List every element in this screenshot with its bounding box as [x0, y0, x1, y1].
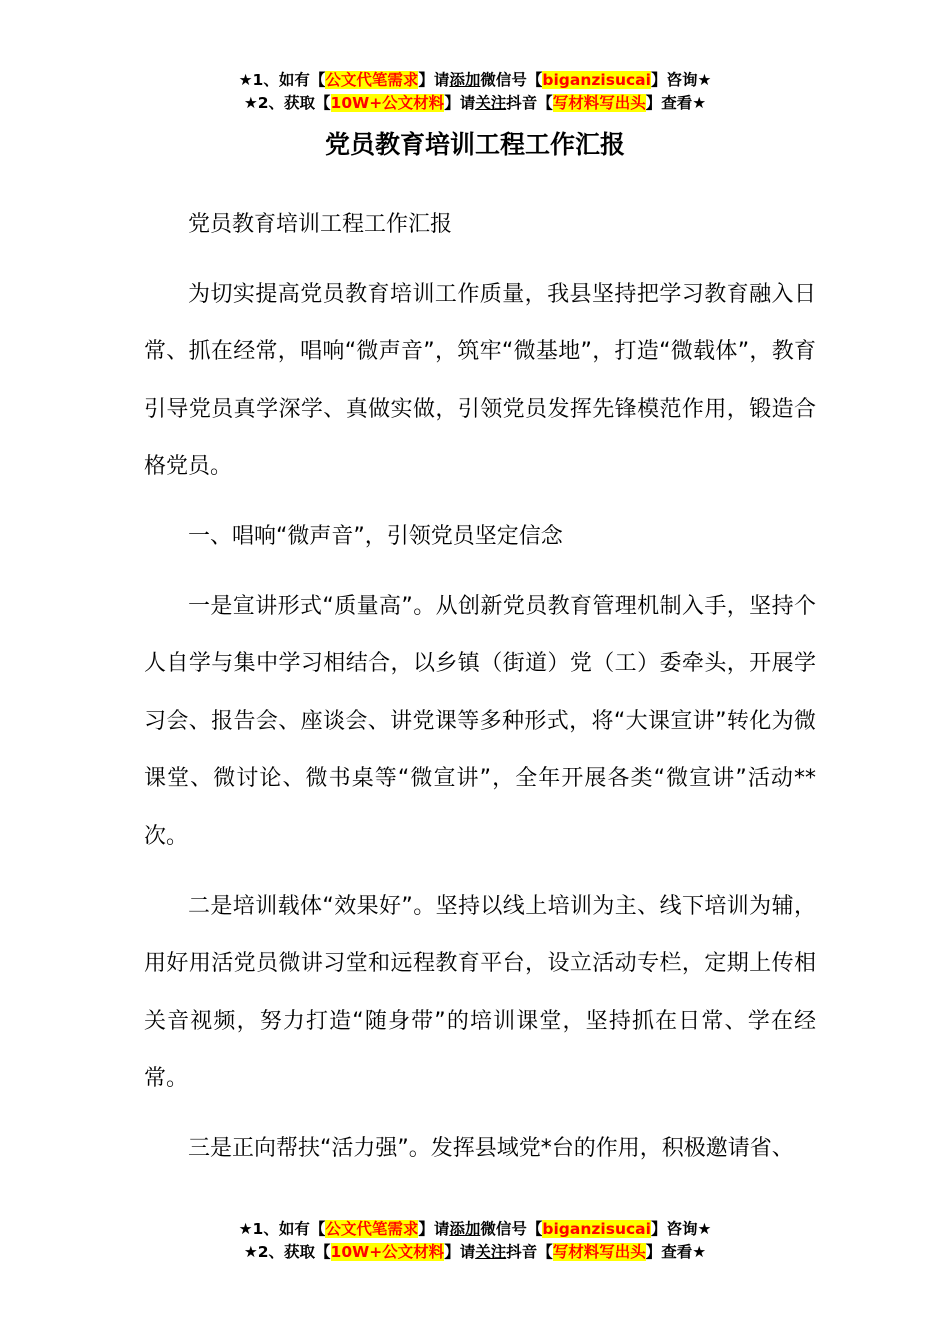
promo-text: 】请 [444, 1243, 476, 1261]
promo-text: 抖音【 [506, 94, 553, 112]
body-paragraph: 二是培训载体“效果好”。坚持以线上培训为主、线下培训为辅，用好用活党员微讲习堂和远程教育平台，设立活动专栏，定期上传相关音视频，努力打造“随身带”的培训课堂，坚持抓在日常、学在经常。 [144, 893, 816, 1092]
promo-text: 】请 [444, 94, 476, 112]
promo-text: 微信号【 [480, 1220, 543, 1238]
promo-text: ★1、如有【 [238, 71, 326, 89]
promo-underline: 添加 [449, 1220, 481, 1238]
promo-wechat-id: biganzisucai [542, 1220, 651, 1238]
promo-text: ★2、获取【 [243, 1243, 331, 1261]
promo-text: 】请 [418, 1220, 450, 1238]
promo-douyin-id: 写材料写出头 [552, 94, 646, 112]
promo-highlight: 10W+公文材料 [330, 1243, 445, 1261]
promo-highlight: 10W+公文材料 [330, 94, 445, 112]
promo-underline: 关注 [475, 1243, 507, 1261]
promo-highlight: 公文代笔需求 [325, 1220, 419, 1238]
promo-line-2 [0, 1241, 950, 1264]
promo-wechat-id: biganzisucai [542, 71, 651, 89]
promo-text: 】查看★ [645, 1243, 707, 1261]
promo-text: ★1、如有【 [238, 1220, 326, 1238]
promo-underline: 关注 [475, 94, 507, 112]
promo-text: 】请 [418, 71, 450, 89]
footer-promo-banner [0, 1218, 950, 1264]
promo-douyin-id: 写材料写出头 [552, 1243, 646, 1261]
promo-line-2 [0, 92, 950, 115]
promo-text: ★2、获取【 [243, 94, 331, 112]
promo-underline: 添加 [449, 71, 481, 89]
promo-text: 抖音【 [506, 1243, 553, 1261]
section-heading: 一、唱响“微声音”，引领党员坚定信念 [188, 523, 563, 549]
header-promo-banner [0, 69, 950, 115]
body-paragraph: 一是宣讲形式“质量高”。从创新党员教育管理机制入手，坚持个人自学与集中学习相结合，以乡镇（街道）党（工）委牵头，开展学习会、报告会、座谈会、讲党课等多种形式，将“大课宣讲”转化为微课堂、微讨论、微书桌等“微宣讲”，全年开展各类“微宣讲”活动**次。 [144, 593, 816, 849]
body-paragraph: 为切实提高党员教育培训工作质量，我县坚持把学习教育融入日常、抓在经常，唱响“微声音”，筑牢“微基地”，打造“微载体”，教育引导党员真学深学、真做实做，引领党员发挥先锋模范作用，锻造合格党员。 [144, 281, 816, 480]
body-paragraph: 党员教育培训工程工作汇报 [188, 212, 453, 237]
document-body [144, 196, 816, 1190]
body-paragraph: 三是正向帮扶“活力强”。发挥县域党*台的作用，积极邀请省、 [188, 1135, 794, 1161]
promo-line-1 [0, 1218, 950, 1241]
promo-text: 】咨询★ [650, 71, 712, 89]
promo-text: 】咨询★ [650, 1220, 712, 1238]
promo-line-1 [0, 69, 950, 92]
document-title: 党员教育培训工程工作汇报 [324, 130, 625, 159]
promo-text: 】查看★ [645, 94, 707, 112]
promo-highlight: 公文代笔需求 [325, 71, 419, 89]
promo-text: 微信号【 [480, 71, 543, 89]
